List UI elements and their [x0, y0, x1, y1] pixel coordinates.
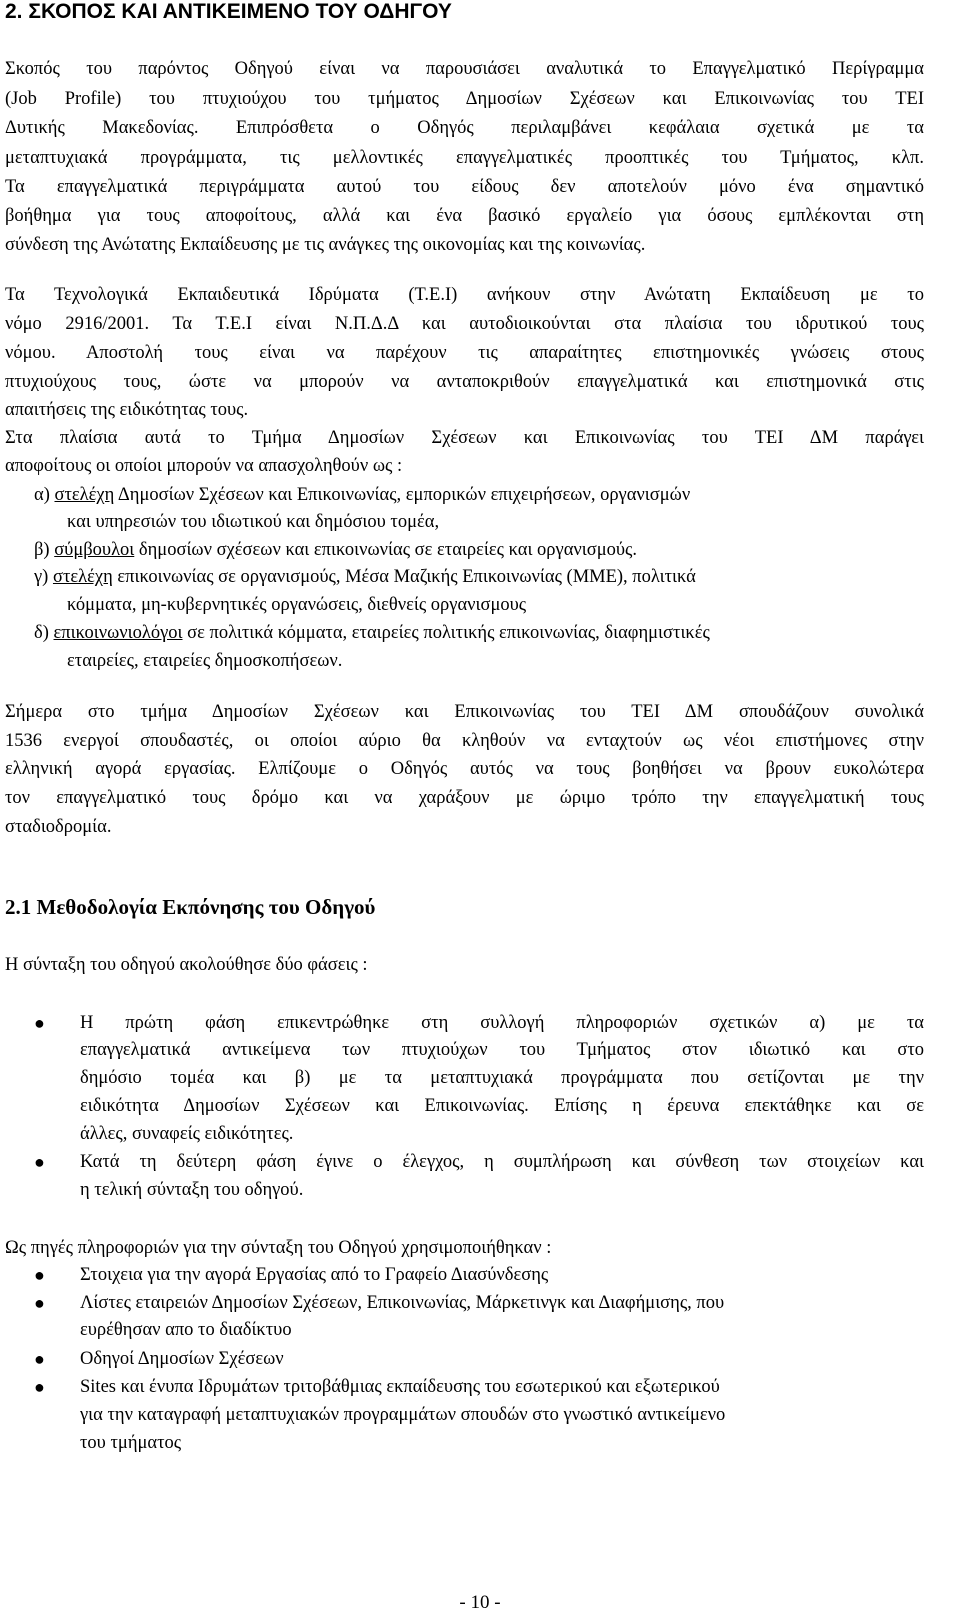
p1-line: Δυτικής Μακεδονίας. Επιπρόσθετα ο Οδηγός περιλαμβάνει κεφάλαια σχετικά με τα — [5, 118, 924, 138]
role-continuation: και υπηρεσιών του ιδιωτικού και δημόσιου τομέα, — [67, 512, 440, 532]
source-line: Οδηγοί Δημοσίων Σχέσεων — [80, 1349, 284, 1369]
role-item — [34, 483, 924, 507]
role-text: Δημοσίων Σχέσεων και Επικοινωνίας, εμπορικών επιχειρήσεων, οργανισμών — [114, 485, 691, 505]
p3-line: σταδιοδρομία. — [5, 817, 112, 837]
role-marker: γ) — [34, 567, 49, 587]
bullet-icon: ● — [34, 1013, 45, 1033]
phase-line: ειδικότητα Δημοσίων Σχέσεων και Επικοινωνίας. Επίσης η έρευνα επεκτάθηκε και σε — [80, 1096, 924, 1116]
phase-line: η τελική σύνταξη του οδηγού. — [80, 1180, 304, 1200]
p1-line: Σκοπός του παρόντος Οδηγού είναι να παρουσιάσει αναλυτικά το Επαγγελματικό Περίγραμμα — [5, 59, 924, 79]
role-text: δημοσίων σχέσεων και επικοινωνίας σε εταιρείες και οργανισμούς. — [134, 540, 637, 560]
p2-line: Στα πλαίσια αυτά το Τμήμα Δημοσίων Σχέσεων και Επικοινωνίας του ΤΕΙ ΔΜ παράγει — [5, 428, 924, 448]
source-line: Στοιχεια για την αγορά Εργασίας από το Γραφείο Διασύνδεσης — [80, 1265, 549, 1285]
role-continuation: εταιρείες, εταιρείες δημοσκοπήσεων. — [67, 651, 343, 671]
section-heading: 2. ΣΚΟΠΟΣ ΚΑΙ ΑΝΤΙΚΕΙΜΕΝΟ ΤΟΥ ΟΔΗΓΟΥ — [5, 0, 452, 23]
page-number: - 10 - — [459, 1592, 501, 1613]
p1-line: Τα επαγγελματικά περιγράμματα αυτού του είδους δεν αποτελούν μόνο ένα σημαντικό — [5, 177, 924, 197]
phase-line: Κατά τη δεύτερη φάση έγινε ο έλεγχος, η συμπλήρωση και σύνθεση των στοιχείων και — [80, 1152, 924, 1172]
sources-intro: Ως πηγές πληροφοριών για την σύνταξη του Οδηγού χρησιμοποιήθηκαν : — [5, 1238, 552, 1258]
bullet-icon: ● — [34, 1377, 45, 1397]
role-term: σύμβουλοι — [54, 540, 135, 560]
p3-line: Σήμερα στο τμήμα Δημοσίων Σχέσεων και Επικοινωνίας του ΤΕΙ ΔΜ σπουδάζουν συνολικά — [5, 702, 924, 722]
phase-line: επαγγελματικά αντικείμενα των πτυχιούχων του Τμήματος στον ιδιωτικό και στο — [80, 1040, 924, 1060]
role-continuation: κόμματα, μη-κυβερνητικές οργανώσεις, διεθνείς οργανισμους — [67, 595, 527, 615]
bullet-icon: ● — [34, 1265, 45, 1285]
role-text: σε πολιτικά κόμματα, εταιρείες πολιτικής επικοινωνίας, διαφημιστικές — [182, 623, 710, 643]
p3-line: 1536 ενεργοί σπουδαστές, οι οποίοι αύριο θα κληθούν να ενταχτούν ως νέοι επιστήμονες στην — [5, 731, 924, 751]
subsection-heading: 2.1 Μεθοδολογία Εκπόνησης του Οδηγού — [5, 895, 376, 919]
phase-line: Η πρώτη φάση επικεντρώθηκε στη συλλογή πληροφοριών σχετικών α) με τα — [80, 1013, 924, 1033]
role-item — [34, 621, 924, 645]
p3-line: τον επαγγελματικό τους δρόμο και να χαράξουν με ώριμο τρόπο την επαγγελματική τους — [5, 788, 924, 808]
bullet-icon: ● — [34, 1152, 45, 1172]
bullet-icon: ● — [34, 1293, 45, 1313]
source-line: ευρέθησαν απο το διαδίκτυο — [80, 1320, 292, 1340]
phases-intro: Η σύνταξη του οδηγού ακολούθησε δύο φάσεις : — [5, 955, 368, 975]
source-line: για την καταγραφή μεταπτυχιακών προγραμμάτων σπουδών στο γνωστικό αντικείμενο — [80, 1405, 726, 1425]
p2-line: πτυχιούχους τους, ώστε να μπορούν να ανταποκριθούν επαγγελματικά και επιστημονικά στις — [5, 372, 924, 392]
p2-line: Τα Τεχνολογικά Εκπαιδευτικά Ιδρύματα (Τ.Ε.Ι) ανήκουν στην Ανώτατη Εκπαίδευση με το — [5, 285, 924, 305]
p1-line: μεταπτυχιακά προγράμματα, τις μελλοντικές επαγγελματικές προοπτικές του Τμήματος, κλπ. — [5, 148, 924, 168]
p1-line: (Job Profile) του πτυχιούχου του τμήματος Δημοσίων Σχέσεων και Επικοινωνίας του ΤΕΙ — [5, 89, 924, 109]
role-text: επικοινωνίας σε οργανισμούς, Μέσα Μαζικής Επικοινωνίας (ΜΜΕ), πολιτικά — [112, 567, 696, 587]
p1-line: βοήθημα για τους αποφοίτους, αλλά και ένα βασικό εργαλείο για όσους εμπλέκονται στη — [5, 206, 924, 226]
role-term: στελέχη — [52, 567, 113, 587]
p3-line: ελληνική αγορά εργασίας. Ελπίζουμε ο Οδηγός αυτός να τους βοηθήσει να βρουν ευκολώτερα — [5, 759, 924, 779]
role-marker: α) — [34, 485, 50, 505]
p2-line: απαιτήσεις της ειδικότητας τους. — [5, 400, 249, 420]
p2-line: νόμου. Αποστολή τους είναι να παρέχουν τις απαραίτητες επιστημονικές γνώσεις στους — [5, 343, 924, 363]
bullet-icon: ● — [34, 1349, 45, 1369]
source-line: του τμήματος — [80, 1433, 182, 1453]
role-item — [34, 538, 924, 562]
source-line: Sites και ένυπα Ιδρυμάτων τριτοβάθμιας εκπαίδευσης του εσωτερικού και εξωτερικού — [80, 1377, 720, 1397]
role-marker: δ) — [34, 623, 49, 643]
p2-line: αποφοίτους οι οποίοι μπορούν να απασχοληθούν ως : — [5, 456, 403, 476]
source-line: Λίστες εταιρειών Δημοσίων Σχέσεων, Επικοινωνίας, Μάρκετινγκ και Διαφήμισης, που — [80, 1293, 725, 1313]
role-term: επικοινωνιολόγοι — [53, 623, 183, 643]
p1-line: σύνδεση της Ανώτατης Εκπαίδευσης με τις ανάγκες της οικονομίας και της κοινωνίας. — [5, 235, 646, 255]
role-marker: β) — [34, 540, 50, 560]
phase-line: άλλες, συναφείς ειδικότητες. — [80, 1124, 294, 1144]
phase-line: δημόσιο τομέα και β) με τα μεταπτυχιακά προγράμματα που σετίζονται με την — [80, 1068, 924, 1088]
role-term: στελέχη — [54, 485, 115, 505]
role-item — [34, 565, 924, 589]
p2-line: νόμο 2916/2001. Τα Τ.Ε.Ι είναι Ν.Π.Δ.Δ και αυτοδιοικούνται στα πλαίσια του ιδρυτικού τους — [5, 314, 924, 334]
